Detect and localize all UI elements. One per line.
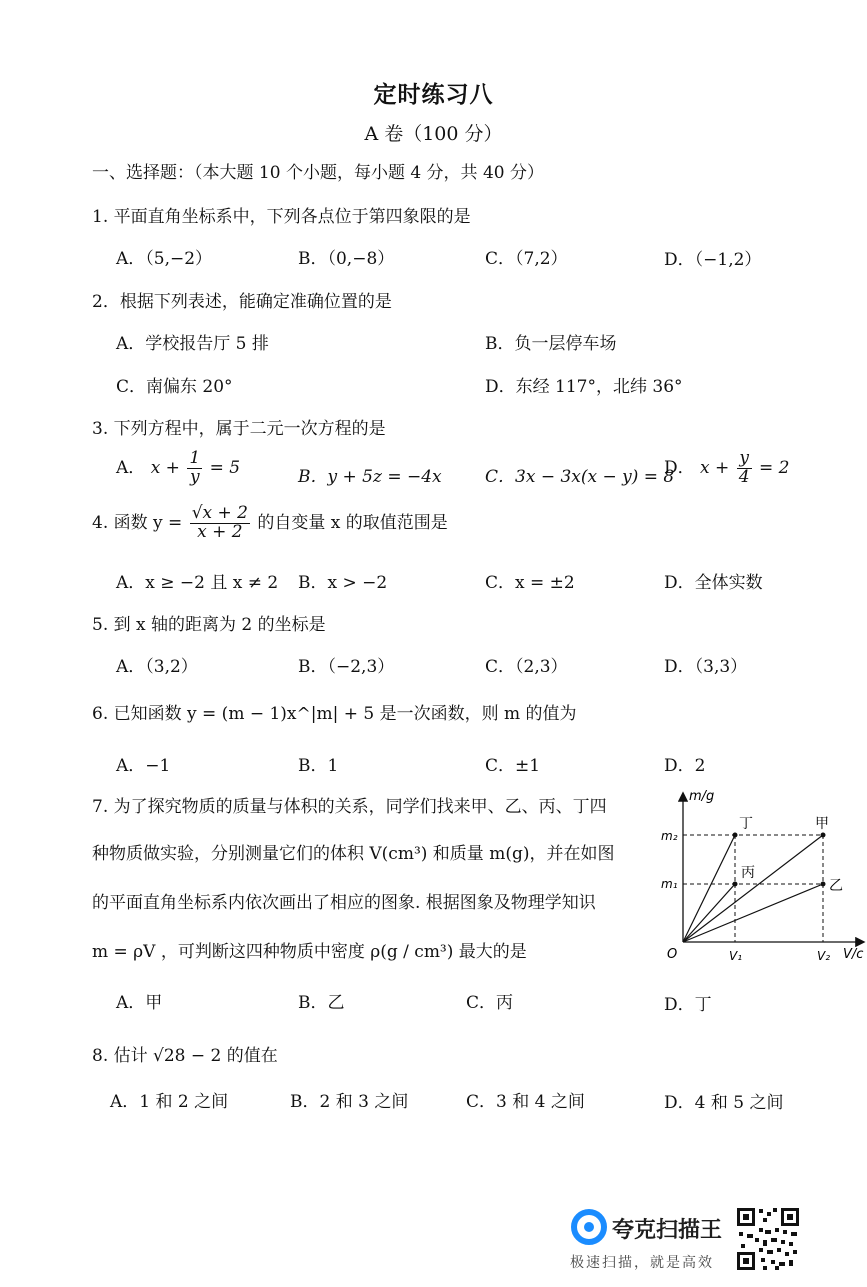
q5-option-a: A．（3,2） (116, 657, 198, 677)
scanner-brand-name: 夸克扫描王 (612, 1217, 723, 1242)
q5-option-d: D．（3,3） (664, 657, 748, 677)
q2-option-c: C．南偏东 20° (116, 377, 233, 397)
question-7-line-3: 的平面直角坐标系内依次画出了相应的图象. 根据图象及物理学知识 (92, 893, 596, 913)
point-yi (821, 882, 826, 887)
question-3-stem: 3. 下列方程中，属于二元一次方程的是 (92, 419, 386, 439)
point-jia (821, 833, 826, 838)
question-8-stem: 8. 估计 √28 − 2 的值在 (92, 1046, 278, 1066)
origin-label: O (667, 947, 678, 962)
mass-volume-graph (655, 780, 867, 970)
q5-option-c: C．（2,3） (485, 657, 568, 677)
q2-option-d: D．东经 117°，北纬 36° (485, 377, 683, 397)
q3-option-a-num: 1 (189, 448, 201, 468)
line-yi (683, 884, 823, 942)
line-bing (683, 884, 735, 942)
point-ding (733, 833, 738, 838)
label-jia: 甲 (815, 816, 829, 832)
point-bing (733, 882, 738, 887)
q8-option-d: D．4 和 5 之间 (664, 1093, 784, 1113)
q3-option-d-fraction (737, 450, 752, 487)
q4-option-a: A．x ≥ −2 且 x ≠ 2 (116, 573, 279, 593)
q1-option-a: A．（5,−2） (116, 249, 213, 269)
question-2-stem: 2．根据下列表述，能确定准确位置的是 (92, 292, 392, 312)
q1-option-c: C．（7,2） (485, 249, 568, 269)
question-1-stem: 1. 平面直角坐标系中，下列各点位于第四象限的是 (92, 207, 471, 227)
q3-option-d-pre: x + (700, 457, 730, 478)
m1-label: m₁ (661, 877, 678, 891)
label-ding: 丁 (739, 816, 753, 832)
q2-option-b: B．负一层停车场 (485, 334, 617, 354)
q3-option-c: C．3x − 3x(x − y) = 8 (485, 467, 675, 487)
scanner-logo-icon (570, 1208, 608, 1246)
q4-option-c: C．x = ±2 (485, 573, 575, 593)
q4-denominator: x + 2 (197, 521, 243, 542)
q6-option-c: C．±1 (485, 756, 541, 776)
m2-label: m₂ (661, 829, 678, 843)
q4-stem-post: 的自变量 x 的取值范围是 (257, 512, 448, 533)
q7-option-c: C．丙 (466, 993, 514, 1013)
q6-option-b: B．1 (298, 756, 339, 776)
question-7-line-1: 7. 为了探究物质的质量与体积的关系，同学们找来甲、乙、丙、丁四 (92, 797, 607, 817)
question-6-stem: 6. 已知函数 y = (m − 1)x^|m| + 5 是一次函数，则 m 的值为 (92, 704, 577, 724)
q4-stem-pre: 4. 函数 y = (92, 512, 183, 533)
q3-option-a-label: A． (116, 457, 146, 478)
q3-option-a (116, 450, 240, 487)
q3-option-d-label: D． (664, 457, 695, 478)
q8-option-a: A．1 和 2 之间 (110, 1092, 229, 1112)
scanner-slogan: 极速扫描，就是高效 (570, 1254, 714, 1270)
page-subtitle: A 卷（100 分） (364, 123, 503, 145)
line-ding (683, 835, 735, 942)
q7-option-d: D．丁 (664, 995, 712, 1015)
v1-label: V₁ (729, 949, 743, 963)
q2-option-a: A．学校报告厅 5 排 (116, 334, 269, 354)
q4-option-d: D．全体实数 (664, 573, 763, 593)
qr-code-icon (735, 1206, 801, 1272)
q8-option-b: B．2 和 3 之间 (290, 1092, 409, 1112)
q4-numerator: √x + 2 (191, 503, 248, 523)
q3-option-a-pre: x + (150, 457, 180, 478)
q7-option-b: B．乙 (298, 993, 345, 1013)
q3-option-d (664, 450, 789, 487)
q7-option-a: A．甲 (116, 993, 163, 1013)
page-title: 定时练习八 (373, 81, 494, 108)
label-yi: 乙 (829, 878, 843, 894)
q3-option-a-post: = 5 (209, 457, 241, 478)
y-axis-label: m/g (689, 789, 715, 804)
q3-option-d-den: 4 (738, 466, 750, 487)
q3-option-a-fraction (187, 450, 202, 487)
question-7-line-2: 种物质做实验，分别测量它们的体积 V(cm³) 和质量 m(g)，并在如图 (92, 844, 615, 864)
question-5-stem: 5. 到 x 轴的距离为 2 的坐标是 (92, 615, 326, 635)
q3-option-d-num: y (737, 450, 752, 469)
v2-label: V₂ (817, 949, 831, 963)
q4-fraction (190, 505, 250, 542)
line-jia (683, 835, 823, 942)
q6-option-a: A．−1 (116, 756, 171, 776)
q8-option-c: C．3 和 4 之间 (466, 1092, 585, 1112)
q4-option-b: B．x > −2 (298, 573, 388, 593)
q3-option-b: B．y + 5z = −4x (298, 467, 442, 487)
q1-option-b: B．（0,−8） (298, 249, 395, 269)
q3-option-d-post: = 2 (758, 457, 790, 478)
question-4-stem (92, 505, 448, 542)
q3-option-a-den: y (189, 466, 200, 487)
q1-option-d: D．（−1,2） (664, 250, 762, 270)
x-axis-label: V/c (843, 947, 864, 962)
label-bing: 丙 (741, 865, 755, 881)
section-heading: 一、选择题：（本大题 10 个小题，每小题 4 分，共 40 分） (92, 163, 545, 183)
q5-option-b: B．（−2,3） (298, 657, 395, 677)
q6-option-d: D．2 (664, 756, 706, 776)
question-7-line-4: m = ρV ，可判断这四种物质中密度 ρ(g / cm³) 最大的是 (92, 942, 527, 962)
